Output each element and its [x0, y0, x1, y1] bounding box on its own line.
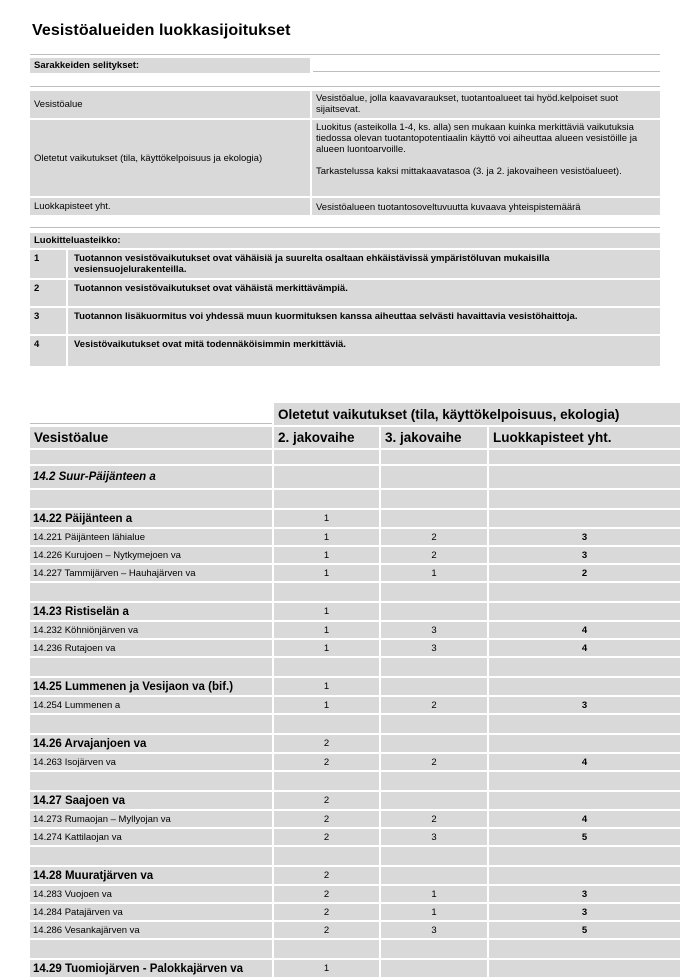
legend-header-line	[313, 71, 660, 72]
legend-desc-1-text: Vesistöalue, jolla kaavavaraukset, tuotantoalueet tai hyöd.kelpoiset suot sijaitsevat.	[316, 93, 619, 115]
area-name: 14.284 Patajärven va	[30, 904, 272, 920]
table-cell	[381, 847, 487, 865]
scale-num-2: 2	[30, 280, 66, 306]
j2-value: 1	[274, 565, 379, 581]
group-name: 14.22 Päijänteen a	[30, 510, 272, 527]
table-cell	[30, 940, 272, 958]
legend-desc-2-text-b: Tarkastelussa kaksi mittakaavatasoa (3. ja 2. jakovaiheen vesistöalueet).	[316, 166, 622, 177]
table-cell	[381, 715, 487, 733]
page-title: Vesistöalueiden luokkasijoitukset	[32, 22, 291, 39]
group-j2-value: 1	[274, 510, 379, 527]
table-cell	[489, 847, 680, 865]
table-cell	[489, 867, 680, 884]
table-cell	[30, 658, 272, 676]
spacer-row	[0, 583, 698, 601]
area-name: 14.283 Vuojoen va	[30, 886, 272, 902]
j2-value: 2	[274, 811, 379, 827]
table-cell	[274, 466, 379, 488]
group-row	[0, 678, 698, 695]
section-row	[0, 466, 698, 488]
table-row	[0, 811, 698, 827]
table-cell	[489, 510, 680, 527]
j3-value: 1	[381, 565, 487, 581]
area-name: 14.274 Kattilaojan va	[30, 829, 272, 845]
group-row	[0, 867, 698, 884]
j2-value: 1	[274, 697, 379, 713]
col-header-j3: 3. jakovaihe	[381, 427, 487, 448]
legend-desc-1	[312, 91, 660, 118]
table-cell	[274, 847, 379, 865]
spacer-row	[0, 847, 698, 865]
j2-value: 1	[274, 529, 379, 545]
table-top-line	[30, 423, 272, 424]
j3-value: 3	[381, 622, 487, 638]
table-cell	[381, 510, 487, 527]
table-cell	[381, 466, 487, 488]
total-value: 3	[489, 547, 680, 563]
table-cell	[274, 658, 379, 676]
legend-term-3: Luokkapisteet yht.	[30, 198, 310, 215]
area-name: 14.232 Köhniönjärven va	[30, 622, 272, 638]
table-cell	[30, 847, 272, 865]
total-value: 3	[489, 886, 680, 902]
total-value: 3	[489, 529, 680, 545]
spacer-row	[0, 715, 698, 733]
table-super-header: Oletetut vaikutukset (tila, käyttökelpoisuus, ekologia)	[278, 406, 620, 422]
table-cell	[381, 603, 487, 620]
total-value: 5	[489, 829, 680, 845]
j2-value: 1	[274, 547, 379, 563]
area-name: 14.236 Rutajoen va	[30, 640, 272, 656]
j3-value: 3	[381, 922, 487, 938]
table-cell	[381, 792, 487, 809]
j2-value: 2	[274, 922, 379, 938]
table-cell	[274, 450, 379, 464]
table-cell	[489, 678, 680, 695]
title-divider	[30, 54, 660, 55]
table-cell	[274, 490, 379, 508]
table-cell	[489, 466, 680, 488]
table-cell	[381, 450, 487, 464]
group-row	[0, 792, 698, 809]
j3-value: 1	[381, 886, 487, 902]
group-j2-value: 2	[274, 735, 379, 752]
table-cell	[489, 772, 680, 790]
group-name: 14.26 Arvajanjoen va	[30, 735, 272, 752]
spacer-row	[0, 772, 698, 790]
table-row	[0, 922, 698, 938]
table-cell	[381, 867, 487, 884]
total-value: 4	[489, 811, 680, 827]
table-cell	[274, 583, 379, 601]
table-row	[0, 565, 698, 581]
table-cell	[489, 792, 680, 809]
table-cell	[489, 450, 680, 464]
legend-term-1: Vesistöalue	[30, 91, 310, 118]
area-name: 14.286 Vesankajärven va	[30, 922, 272, 938]
table-row	[0, 697, 698, 713]
total-value: 4	[489, 754, 680, 770]
spacer-row	[0, 940, 698, 958]
table-cell	[381, 960, 487, 977]
legend-desc-3	[312, 198, 660, 215]
scale-text-3: Tuotannon lisäkuormitus voi yhdessä muun kuormituksen kanssa aiheuttaa selvästi havaittavia vesistöhaittoja.	[68, 308, 660, 334]
j3-value: 2	[381, 547, 487, 563]
table-cell	[30, 583, 272, 601]
scale-text-2: Tuotannon vesistövaikutukset ovat vähäistä merkittävämpiä.	[68, 280, 660, 306]
group-name: 14.25 Lummenen ja Vesijaon va (bif.)	[30, 678, 272, 695]
j3-value: 3	[381, 640, 487, 656]
group-j2-value: 2	[274, 867, 379, 884]
table-cell	[489, 490, 680, 508]
j3-value: 2	[381, 529, 487, 545]
j2-value: 2	[274, 754, 379, 770]
scale-num-3: 3	[30, 308, 66, 334]
group-name: 14.29 Tuomiojärven - Palokkajärven va	[30, 960, 272, 977]
total-value: 2	[489, 565, 680, 581]
area-name: 14.221 Päijänteen lähialue	[30, 529, 272, 545]
total-value: 3	[489, 904, 680, 920]
table-cell	[381, 772, 487, 790]
table-cell	[489, 603, 680, 620]
total-value: 3	[489, 697, 680, 713]
scale-text-4: Vesistövaikutukset ovat mitä todennäköisimmin merkittäviä.	[68, 336, 660, 366]
group-row	[0, 603, 698, 620]
group-row	[0, 510, 698, 527]
j2-value: 2	[274, 829, 379, 845]
group-name: 14.27 Saajoen va	[30, 792, 272, 809]
legend-desc-3-text: Vesistöalueen tuotantosoveltuvuutta kuvaava yhteispistemäärä	[316, 202, 581, 213]
legend-header: Sarakkeiden selitykset:	[30, 58, 310, 73]
table-row	[0, 886, 698, 902]
spacer-row	[0, 658, 698, 676]
area-name: 14.227 Tammijärven – Hauhajärven va	[30, 565, 272, 581]
area-name: 14.226 Kurujoen – Nytkymejoen va	[30, 547, 272, 563]
scale-num-1: 1	[30, 250, 66, 278]
col-header-total: Luokkapisteet yht.	[489, 427, 680, 448]
j2-value: 1	[274, 622, 379, 638]
area-name: 14.263 Isojärven va	[30, 754, 272, 770]
table-cell	[381, 658, 487, 676]
table-cell	[381, 940, 487, 958]
table-cell	[381, 678, 487, 695]
table-row	[0, 640, 698, 656]
table-cell	[274, 772, 379, 790]
scale-text-1: Tuotannon vesistövaikutukset ovat vähäisiä ja suurelta osaltaan ehkäistävissä ympäristöluvan mukaisilla vesiensuojelurakenteilla.	[68, 250, 660, 278]
table-row	[0, 829, 698, 845]
table-row	[0, 547, 698, 563]
area-name: 14.273 Rumaojan – Myllyojan va	[30, 811, 272, 827]
total-value: 5	[489, 922, 680, 938]
group-row	[0, 960, 698, 977]
j2-value: 2	[274, 904, 379, 920]
table-cell	[381, 735, 487, 752]
table-row	[0, 529, 698, 545]
group-j2-value: 1	[274, 960, 379, 977]
table-cell	[489, 960, 680, 977]
table-cell	[489, 715, 680, 733]
group-row	[0, 735, 698, 752]
table-cell	[489, 583, 680, 601]
table-cell	[30, 450, 272, 464]
table-row	[0, 904, 698, 920]
scale-header: Luokitteluasteikko:	[30, 233, 660, 248]
col-header-vesistoalue: Vesistöalue	[30, 427, 272, 448]
j3-value: 2	[381, 811, 487, 827]
table-cell	[489, 658, 680, 676]
legend-desc-2-text-a: Luokitus (asteikolla 1-4, ks. alla) sen mukaan kuinka merkittäviä vaikutuksia tiedossa olevan tuotantopotentiaalin käyttö voi aiheuttaa alueen vesistöille ja alueen luontoarvoille.	[316, 122, 638, 155]
j2-value: 2	[274, 886, 379, 902]
legend-bottom-line	[30, 227, 660, 228]
table-cell	[381, 490, 487, 508]
scale-num-4: 4	[30, 336, 66, 366]
spacer-row	[0, 450, 698, 464]
group-name: 14.23 Ristiselän a	[30, 603, 272, 620]
table-row	[0, 622, 698, 638]
area-name: 14.254 Lummenen a	[30, 697, 272, 713]
col-header-j2: 2. jakovaihe	[274, 427, 379, 448]
group-j2-value: 1	[274, 603, 379, 620]
table-cell	[381, 583, 487, 601]
total-value: 4	[489, 622, 680, 638]
legend-desc-2	[312, 120, 660, 196]
table-cell	[489, 940, 680, 958]
spacer-row	[0, 490, 698, 508]
j2-value: 1	[274, 640, 379, 656]
j3-value: 3	[381, 829, 487, 845]
group-j2-value: 1	[274, 678, 379, 695]
table-cell	[489, 735, 680, 752]
table-row	[0, 754, 698, 770]
j3-value: 2	[381, 754, 487, 770]
table-cell	[30, 772, 272, 790]
group-j2-value: 2	[274, 792, 379, 809]
table-cell	[274, 940, 379, 958]
legend-top-line	[30, 86, 660, 87]
group-name: 14.28 Muuratjärven va	[30, 867, 272, 884]
table-cell	[30, 715, 272, 733]
section-title: 14.2 Suur-Päijänteen a	[30, 466, 272, 488]
legend-term-2: Oletetut vaikutukset (tila, käyttökelpoisuus ja ekologia)	[30, 120, 310, 196]
j3-value: 2	[381, 697, 487, 713]
table-cell	[274, 715, 379, 733]
table-cell	[30, 490, 272, 508]
total-value: 4	[489, 640, 680, 656]
j3-value: 1	[381, 904, 487, 920]
